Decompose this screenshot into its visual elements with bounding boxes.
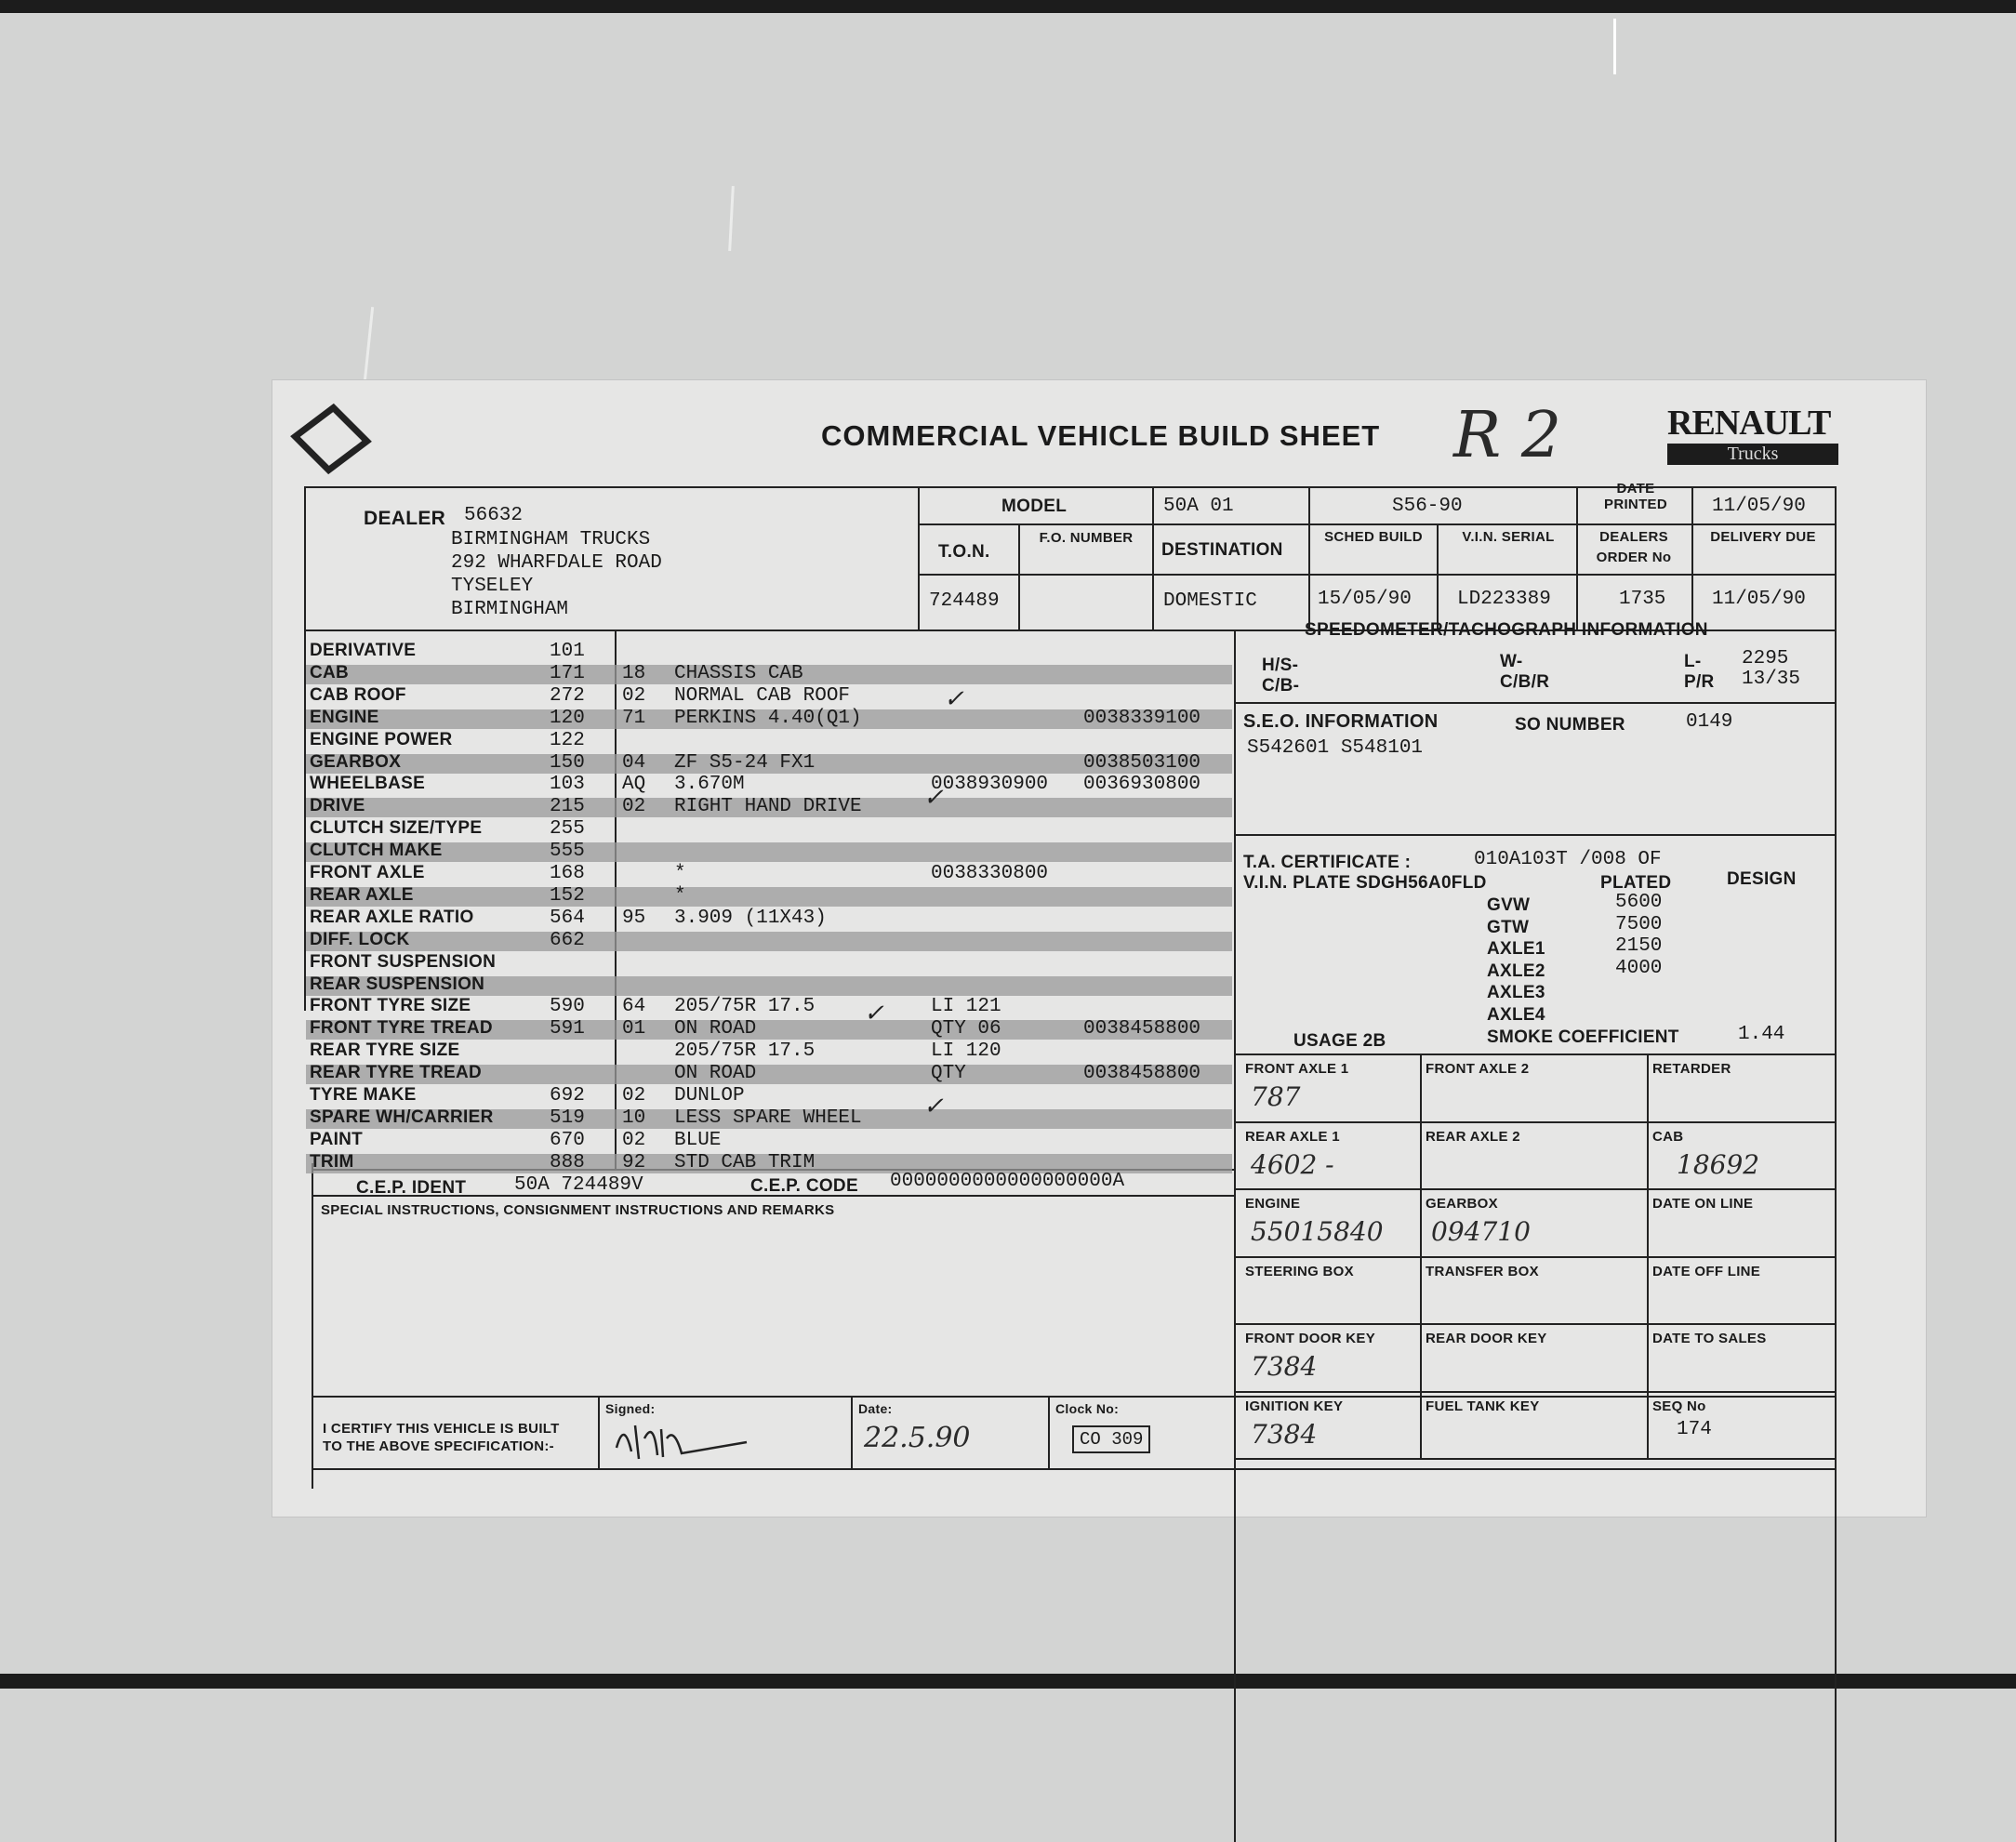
spec-code: 101 — [550, 641, 585, 662]
speedo-hs: H/S- — [1262, 656, 1299, 675]
dealer-address-line: TYSELEY — [451, 576, 534, 597]
date-printed-value: 11/05/90 — [1712, 496, 1806, 517]
spec-code: 272 — [550, 684, 585, 707]
spec-option: 01 — [622, 1018, 646, 1040]
cep-ident-label: C.E.P. IDENT — [356, 1178, 467, 1198]
brand-name: RENAULT — [1667, 404, 1831, 443]
spec-description: 3.670M — [674, 774, 745, 796]
plated-label: PLATED — [1600, 873, 1672, 893]
dealer-label: DEALER — [364, 508, 446, 529]
destination-label: DESTINATION — [1161, 540, 1283, 560]
weight-value: 2150 — [1615, 935, 1663, 957]
weight-label: AXLE4 — [1487, 1004, 1545, 1025]
spec-detail: QTY — [931, 1063, 966, 1085]
smoke-coefficient-label: SMOKE COEFFICIENT — [1487, 1027, 1679, 1047]
spec-description: BLUE — [674, 1129, 722, 1151]
weight-label: GTW — [1487, 917, 1530, 937]
so-number-label: SO NUMBER — [1515, 715, 1625, 735]
spec-label: CAB — [310, 662, 350, 682]
spec-code: 888 — [550, 1151, 585, 1173]
grid-cell-label: FRONT DOOR KEY — [1245, 1331, 1376, 1346]
dealers-order-label: DEALERS ORDER No — [1596, 529, 1672, 565]
certify-statement — [323, 1420, 560, 1455]
smoke-coefficient-value: 1.44 — [1738, 1024, 1785, 1045]
ta-certificate-label: T.A. CERTIFICATE : — [1243, 853, 1412, 872]
grid-cell-label: FUEL TANK KEY — [1426, 1398, 1540, 1414]
weight-value: 5600 — [1615, 892, 1663, 913]
spec-part-number: 0038339100 — [1083, 707, 1201, 729]
grid-cell-label: STEERING BOX — [1245, 1263, 1354, 1279]
ton-label: T.O.N. — [938, 542, 990, 562]
spec-part-number: 0038458800 — [1083, 1018, 1201, 1040]
seo-label: S.E.O. INFORMATION — [1243, 711, 1439, 732]
model-extra: S56-90 — [1392, 496, 1463, 517]
weight-label: AXLE3 — [1487, 983, 1545, 1002]
grid-cell-label: SEQ No — [1652, 1398, 1706, 1414]
clock-number-label: Clock No: — [1055, 1401, 1120, 1416]
sheet-title: COMMERCIAL VEHICLE BUILD SHEET — [821, 419, 1381, 452]
grid-hline — [1234, 1188, 1837, 1190]
dealer-code: 56632 — [464, 505, 524, 526]
date-value: 22.5.90 — [864, 1422, 971, 1454]
usage-label: USAGE 2B — [1293, 1031, 1386, 1051]
grid-vline — [1647, 1054, 1649, 1458]
grid-cell-label: GEARBOX — [1426, 1196, 1498, 1212]
spec-code: 150 — [550, 751, 585, 774]
vin-serial-label: V.I.N. SERIAL — [1462, 529, 1555, 545]
spec-description: LESS SPARE WHEEL — [674, 1107, 862, 1129]
vin-serial-value: LD223389 — [1457, 589, 1551, 610]
spec-detail: LI 121 — [931, 996, 1001, 1018]
spec-option: 02 — [622, 1129, 646, 1151]
spec-option: 02 — [622, 684, 646, 707]
row-shading — [306, 842, 1232, 862]
spec-code: 103 — [550, 774, 585, 796]
spec-label: REAR AXLE RATIO — [310, 907, 474, 927]
design-label: DESIGN — [1727, 869, 1797, 889]
handwritten-mark: R 2 — [1453, 399, 1562, 472]
grid-cell-value: 7384 — [1251, 1418, 1318, 1450]
grid-cell-label: TRANSFER BOX — [1426, 1263, 1539, 1279]
spec-option: 04 — [622, 751, 646, 774]
spec-detail: 0038330800 — [931, 863, 1049, 884]
spec-label: FRONT AXLE — [310, 863, 425, 882]
spec-label: TRIM — [310, 1151, 354, 1172]
spec-label: FRONT TYRE SIZE — [310, 996, 471, 1016]
speedo-title: SPEEDOMETER/TACHOGRAPH INFORMATION — [1305, 620, 1708, 640]
spec-option: 92 — [622, 1151, 646, 1173]
signed-label: Signed: — [605, 1401, 656, 1416]
spec-option: 02 — [622, 796, 646, 818]
grid-hline — [1234, 1054, 1837, 1055]
scan-top-border — [0, 0, 2016, 13]
weight-label: GVW — [1487, 895, 1531, 915]
spec-detail: 0038930900 — [931, 774, 1049, 796]
model-value: 50A 01 — [1163, 496, 1234, 517]
spec-part-number: 0036930800 — [1083, 774, 1201, 796]
spec-label: SPARE WH/CARRIER — [310, 1107, 494, 1127]
renault-trucks-logo — [1667, 403, 1838, 465]
spec-detail: LI 120 — [931, 1040, 1001, 1063]
grid-cell-label: REAR DOOR KEY — [1426, 1331, 1547, 1346]
speedo-cb: C/B- — [1262, 676, 1300, 696]
scan-scratch — [1613, 19, 1616, 74]
spec-code: 564 — [550, 907, 585, 929]
row-shading — [306, 884, 1232, 907]
spec-code: 152 — [550, 884, 585, 907]
spec-part-number: 0038458800 — [1083, 1063, 1201, 1085]
spec-description: DUNLOP — [674, 1085, 745, 1107]
spec-label: CLUTCH MAKE — [310, 841, 443, 861]
spec-option: 02 — [622, 1085, 646, 1107]
scan-bottom-border — [0, 1674, 2016, 1689]
spec-option: 71 — [622, 707, 646, 729]
spec-description: STD CAB TRIM — [674, 1151, 816, 1173]
spec-code: 692 — [550, 1085, 585, 1107]
spec-part-number: 0038503100 — [1083, 751, 1201, 774]
dealer-address — [451, 528, 662, 621]
grid-cell-label: REAR AXLE 1 — [1245, 1128, 1340, 1145]
grid-hline — [1234, 1121, 1837, 1123]
dealers-order-value: 1735 — [1619, 589, 1666, 610]
spec-code: 662 — [550, 929, 585, 951]
dealer-address-line: BIRMINGHAM TRUCKS — [451, 529, 651, 550]
grid-cell-value: 4602 - — [1251, 1148, 1334, 1180]
spec-label: REAR SUSPENSION — [310, 974, 485, 994]
check-mark-icon: ✓ — [923, 1093, 944, 1120]
spec-code: 168 — [550, 863, 585, 884]
clock-number-stamp: CO 309 — [1072, 1425, 1150, 1453]
spec-option: 64 — [622, 996, 646, 1018]
grid-cell-label: FRONT AXLE 1 — [1245, 1061, 1349, 1077]
cep-code-value: 0000000000000000000A — [890, 1171, 1125, 1192]
spec-code: 255 — [550, 818, 585, 841]
model-label: MODEL — [1001, 497, 1068, 516]
spec-label: REAR TYRE SIZE — [310, 1040, 460, 1061]
spec-label: DIFF. LOCK — [310, 929, 410, 949]
spec-code: 670 — [550, 1129, 585, 1151]
grid-hline — [1234, 1391, 1837, 1393]
grid-cell-label: IGNITION KEY — [1245, 1398, 1344, 1414]
spec-label: WHEELBASE — [310, 774, 426, 794]
spec-label: REAR AXLE — [310, 884, 414, 905]
cep-code-label: C.E.P. CODE — [750, 1176, 858, 1196]
check-mark-icon: ✓ — [944, 685, 964, 713]
dealer-address-line: BIRMINGHAM — [451, 599, 569, 620]
spec-description: CHASSIS CAB — [674, 662, 803, 684]
sched-build-label: SCHED BUILD — [1324, 529, 1423, 545]
grid-cell-label: DATE ON LINE — [1652, 1196, 1754, 1212]
delivery-due-label: DELIVERY DUE — [1710, 529, 1816, 545]
spec-label: FRONT TYRE TREAD — [310, 1018, 493, 1039]
weight-value: 7500 — [1615, 913, 1663, 935]
spec-option: 10 — [622, 1107, 646, 1129]
renault-diamond-icon — [304, 412, 358, 466]
grid-vline — [1420, 1054, 1422, 1458]
ta-certificate-value: 010A103T /008 OF — [1474, 849, 1662, 870]
spec-label: DERIVATIVE — [310, 641, 417, 660]
sched-build-value: 15/05/90 — [1318, 589, 1412, 610]
cep-ident-value: 50A 724489V — [514, 1174, 643, 1196]
spec-code: 591 — [550, 1018, 585, 1040]
grid-cell-label: CAB — [1652, 1128, 1684, 1145]
speedo-pr-value: 13/35 — [1742, 669, 1801, 690]
spec-code: 122 — [550, 729, 585, 751]
date-label: Date: — [858, 1401, 893, 1416]
spec-option: 18 — [622, 662, 646, 684]
grid-cell-value: 18692 — [1677, 1148, 1760, 1180]
grid-cell-value: 094710 — [1431, 1216, 1531, 1247]
delivery-due-value: 11/05/90 — [1712, 589, 1806, 610]
weight-label: AXLE1 — [1487, 939, 1545, 959]
spec-label: ENGINE POWER — [310, 729, 453, 749]
row-shading — [306, 929, 1232, 951]
grid-cell-label: ENGINE — [1245, 1196, 1301, 1212]
destination-value: DOMESTIC — [1163, 590, 1257, 612]
grid-cell-label: REAR AXLE 2 — [1426, 1128, 1520, 1145]
spec-label: ENGINE — [310, 707, 379, 727]
grid-cell-value: 174 — [1677, 1418, 1712, 1440]
grid-cell-label: RETARDER — [1652, 1061, 1731, 1077]
spec-option: 95 — [622, 907, 646, 929]
spec-label: GEARBOX — [310, 751, 402, 772]
spec-code: 171 — [550, 662, 585, 684]
certify-line: I CERTIFY THIS VEHICLE IS BUILT — [323, 1421, 560, 1437]
seo-values: S542601 S548101 — [1247, 737, 1424, 759]
spec-label: CAB ROOF — [310, 684, 406, 705]
spec-description: RIGHT HAND DRIVE — [674, 796, 862, 818]
dealer-address-line: 292 WHARFDALE ROAD — [451, 552, 662, 574]
build-sheet — [272, 379, 1927, 1517]
certify-line: TO THE ABOVE SPECIFICATION:- — [323, 1438, 554, 1454]
check-mark-icon: ✓ — [923, 784, 944, 812]
spec-detail: QTY 06 — [931, 1018, 1001, 1040]
vin-plate-label: V.I.N. PLATE SDGH56A0FLD — [1243, 873, 1487, 893]
grid-cell-label: FRONT AXLE 2 — [1426, 1061, 1530, 1077]
spec-label: FRONT SUSPENSION — [310, 951, 497, 972]
check-mark-icon: ✓ — [864, 1000, 884, 1027]
weight-value: 4000 — [1615, 957, 1663, 979]
grid-hline — [1234, 1323, 1837, 1325]
spec-option: AQ — [622, 774, 646, 796]
spec-label: PAINT — [310, 1129, 364, 1149]
spec-code: 215 — [550, 796, 585, 818]
speedo-pr-label: P/R — [1684, 672, 1715, 692]
special-instructions-label: SPECIAL INSTRUCTIONS, CONSIGNMENT INSTRUCTIONS AND REMARKS — [321, 1202, 835, 1218]
ton-value: 724489 — [929, 590, 1000, 612]
signature-image — [607, 1411, 756, 1466]
spec-description: 3.909 (11X43) — [674, 907, 827, 929]
fo-number-label: F.O. NUMBER — [1039, 530, 1134, 546]
weight-label: AXLE2 — [1487, 961, 1545, 981]
scan-scratch — [728, 186, 735, 251]
spec-code: 519 — [550, 1107, 585, 1129]
grid-hline — [1234, 1256, 1837, 1258]
spec-description: NORMAL CAB ROOF — [674, 684, 851, 707]
speedo-l-value: 2295 — [1742, 648, 1789, 669]
date-printed-label: DATE PRINTED — [1604, 481, 1667, 512]
spec-label: DRIVE — [310, 796, 365, 816]
grid-hline — [1234, 1458, 1837, 1460]
spec-label: TYRE MAKE — [310, 1085, 417, 1105]
spec-description: ON ROAD — [674, 1018, 757, 1040]
spec-description: ZF S5-24 FX1 — [674, 751, 816, 774]
spec-code: 590 — [550, 996, 585, 1018]
speedo-cbr: C/B/R — [1500, 672, 1550, 692]
spec-description: * — [674, 863, 686, 884]
speedo-w: W- — [1500, 652, 1523, 671]
so-number-value: 0149 — [1686, 711, 1733, 733]
spec-code: 555 — [550, 841, 585, 863]
grid-cell-label: DATE TO SALES — [1652, 1331, 1767, 1346]
grid-cell-value: 787 — [1251, 1081, 1301, 1112]
spec-description: ON ROAD — [674, 1063, 757, 1085]
spec-description: PERKINS 4.40(Q1) — [674, 707, 862, 729]
grid-cell-value: 55015840 — [1251, 1216, 1384, 1247]
grid-cell-label: DATE OFF LINE — [1652, 1263, 1761, 1279]
grid-cell-value: 7384 — [1251, 1351, 1318, 1382]
brand-sub: Trucks — [1667, 444, 1838, 465]
spec-label: CLUTCH SIZE/TYPE — [310, 818, 483, 839]
speedo-l-label: L- — [1684, 652, 1702, 671]
scan-scratch — [364, 307, 374, 381]
spec-description: 205/75R 17.5 — [674, 996, 816, 1018]
spec-label: REAR TYRE TREAD — [310, 1063, 483, 1083]
spec-code: 120 — [550, 707, 585, 729]
spec-description: 205/75R 17.5 — [674, 1040, 816, 1063]
spec-description: * — [674, 884, 686, 907]
